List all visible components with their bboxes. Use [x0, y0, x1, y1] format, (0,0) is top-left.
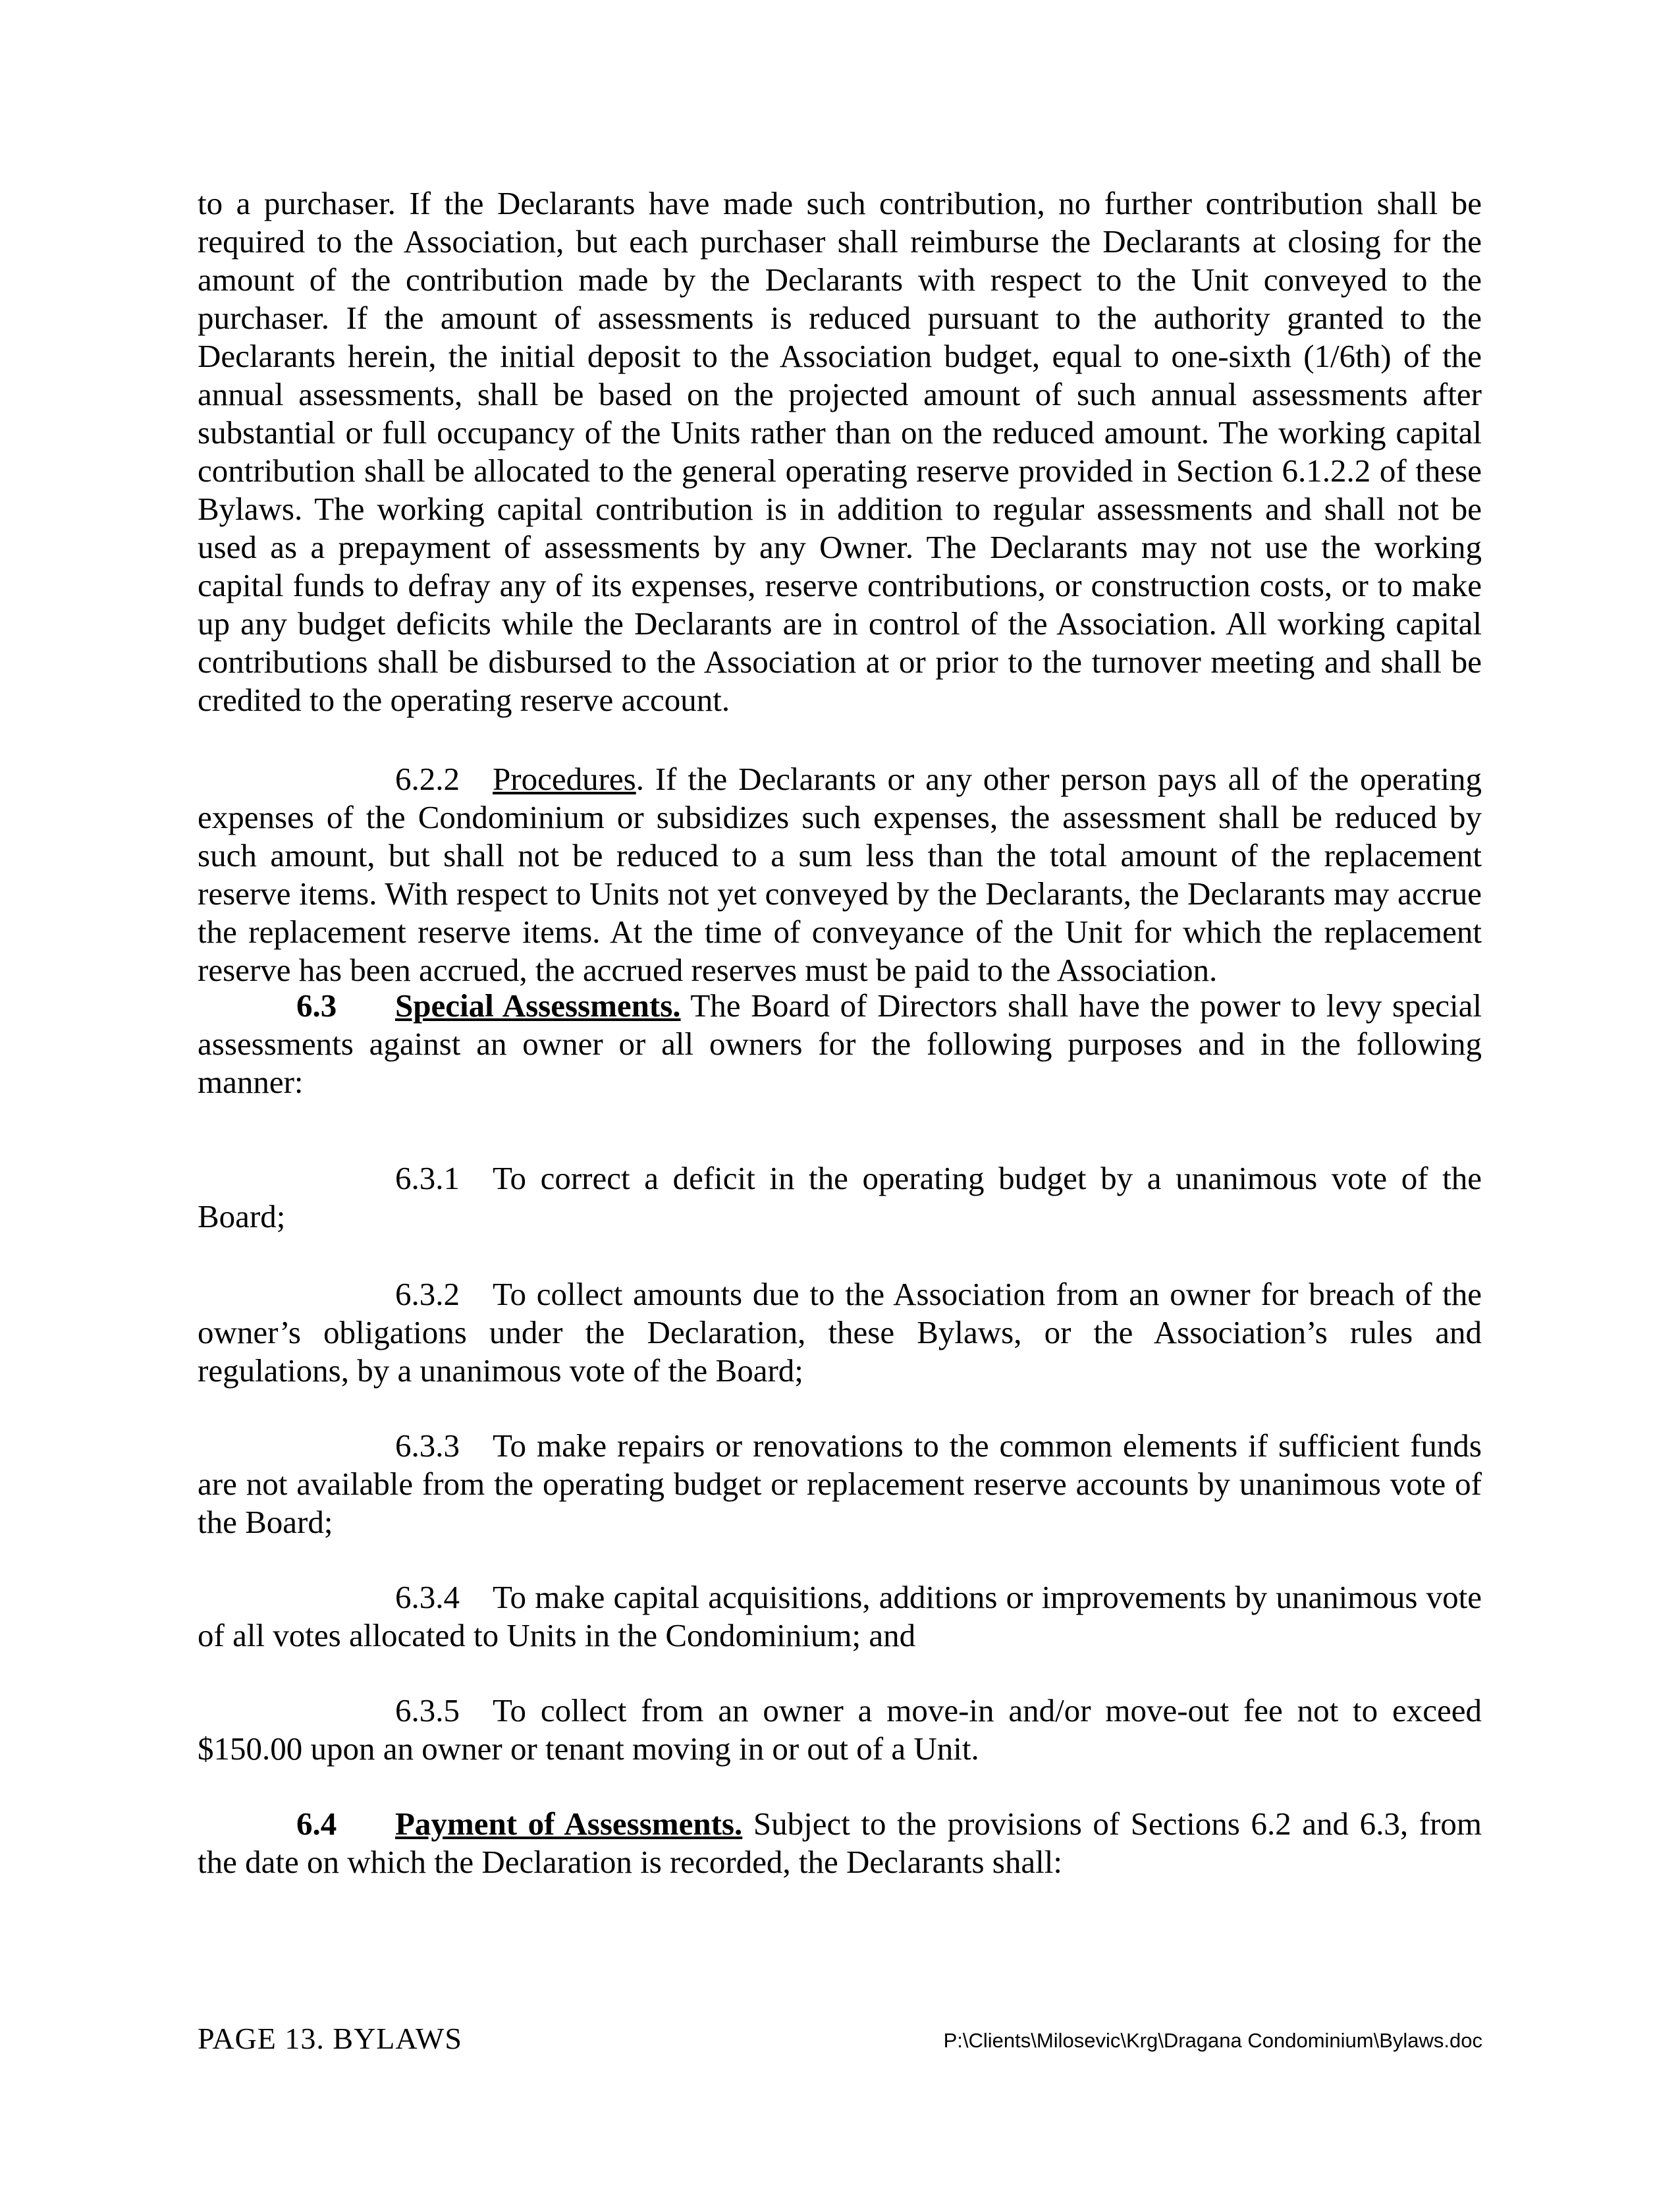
section-6-3 [198, 987, 1482, 1101]
paragraph-text: to a purchaser. If the Declarants have made such contribution, no further contribution shall be required to the Association, but each purchaser shall reimburse the Declarants at closing for the amount of the contribution made by the Declarants with respect to the Unit conveyed to the purchaser. If the amount of assessments is reduced pursuant to the authority granted to the Declarants herein, the initial deposit to the Association budget, equal to one-sixth (1/6th) of the annual assessments, shall be based on the projected amount of such annual assessments after substantial or full occupancy of the Units rather than on the reduced amount. The working capital contribution shall be allocated to the general operating reserve provided in Section 6.1.2.2 of these Bylaws. The working capital contribution is in addition to regular assessments and shall not be used as a prepayment of assessments by any Owner. The Declarants may not use the working capital funds to defray any of its expenses, reserve contributions, or construction costs, or to make up any budget deficits while the Declarants are in control of the Association. All working capital contributions shall be disbursed to the Association at or prior to the turnover meeting and shall be credited to the operating reserve account. [198, 185, 1482, 718]
section-text: To collect from an owner a move-in and/or move-out fee not to exceed $150.00 upon an owner or tenant moving in or out of a Unit. [198, 1692, 1482, 1767]
footer-file-path: P:\Clients\Milosevic\Krg\Dragana Condominium\Bylaws.doc [943, 2029, 1482, 2052]
section-number: 6.3.2 [395, 1276, 460, 1312]
section-6-3-5 [198, 1692, 1482, 1768]
section-number: 6.3.3 [395, 1427, 460, 1464]
section-6-3-3 [198, 1427, 1482, 1541]
section-text: To correct a deficit in the operating budget by a unanimous vote of the Board; [198, 1160, 1482, 1234]
section-number: 6.3.1 [395, 1160, 460, 1196]
section-number: 6.3.5 [395, 1692, 460, 1729]
section-number: 6.3.4 [395, 1579, 460, 1615]
section-6-4 [198, 1805, 1482, 1881]
section-heading: Procedures [493, 761, 636, 797]
section-number: 6.3 [296, 987, 337, 1024]
paragraph-working-capital-continued [198, 184, 1482, 719]
section-text: To collect amounts due to the Association from an owner for breach of the owner’s obligations under the Declaration, these Bylaws, or the Association’s rules and regulations, by a unanimous vote of the Board; [198, 1276, 1482, 1389]
section-text: To make capital acquisitions, additions or improvements by unanimous vote of all votes allocated to Units in the Condominium; and [198, 1579, 1482, 1653]
footer-page-label: PAGE 13. BYLAWS [198, 2022, 462, 2055]
section-number: 6.2.2 [395, 761, 460, 797]
section-text: To make repairs or renovations to the common elements if sufficient funds are not available from the operating budget or replacement reserve accounts by unanimous vote of the Board; [198, 1427, 1482, 1540]
section-number: 6.4 [296, 1806, 337, 1842]
section-6-3-1 [198, 1159, 1482, 1236]
section-6-3-2 [198, 1275, 1482, 1390]
section-text: The Board of Directors shall have the power to levy special assessments against an owner or all owners for the following purposes and in the following manner: [198, 987, 1482, 1100]
section-heading: Special Assessments. [395, 987, 681, 1024]
section-text: . If the Declarants or any other person pays all of the operating expenses of the Condominium or subsidizes such expenses, the assessment shall be reduced by such amount, but shall not be reduced to a sum less than the total amount of the replacement reserve items. With respect to Units not yet conveyed by the Declarants, the Declarants may accrue the replacement reserve items. At the time of conveyance of the Unit for which the replacement reserve has been accrued, the accrued reserves must be paid to the Association. [198, 761, 1482, 988]
section-6-2-2 [198, 760, 1482, 989]
section-6-3-4 [198, 1578, 1482, 1655]
section-heading: Payment of Assessments. [395, 1806, 743, 1842]
section-text: Subject to the provisions of Sections 6.2 and 6.3, from the date on which the Declaration is recorded, the Declarants shall: [198, 1806, 1482, 1880]
